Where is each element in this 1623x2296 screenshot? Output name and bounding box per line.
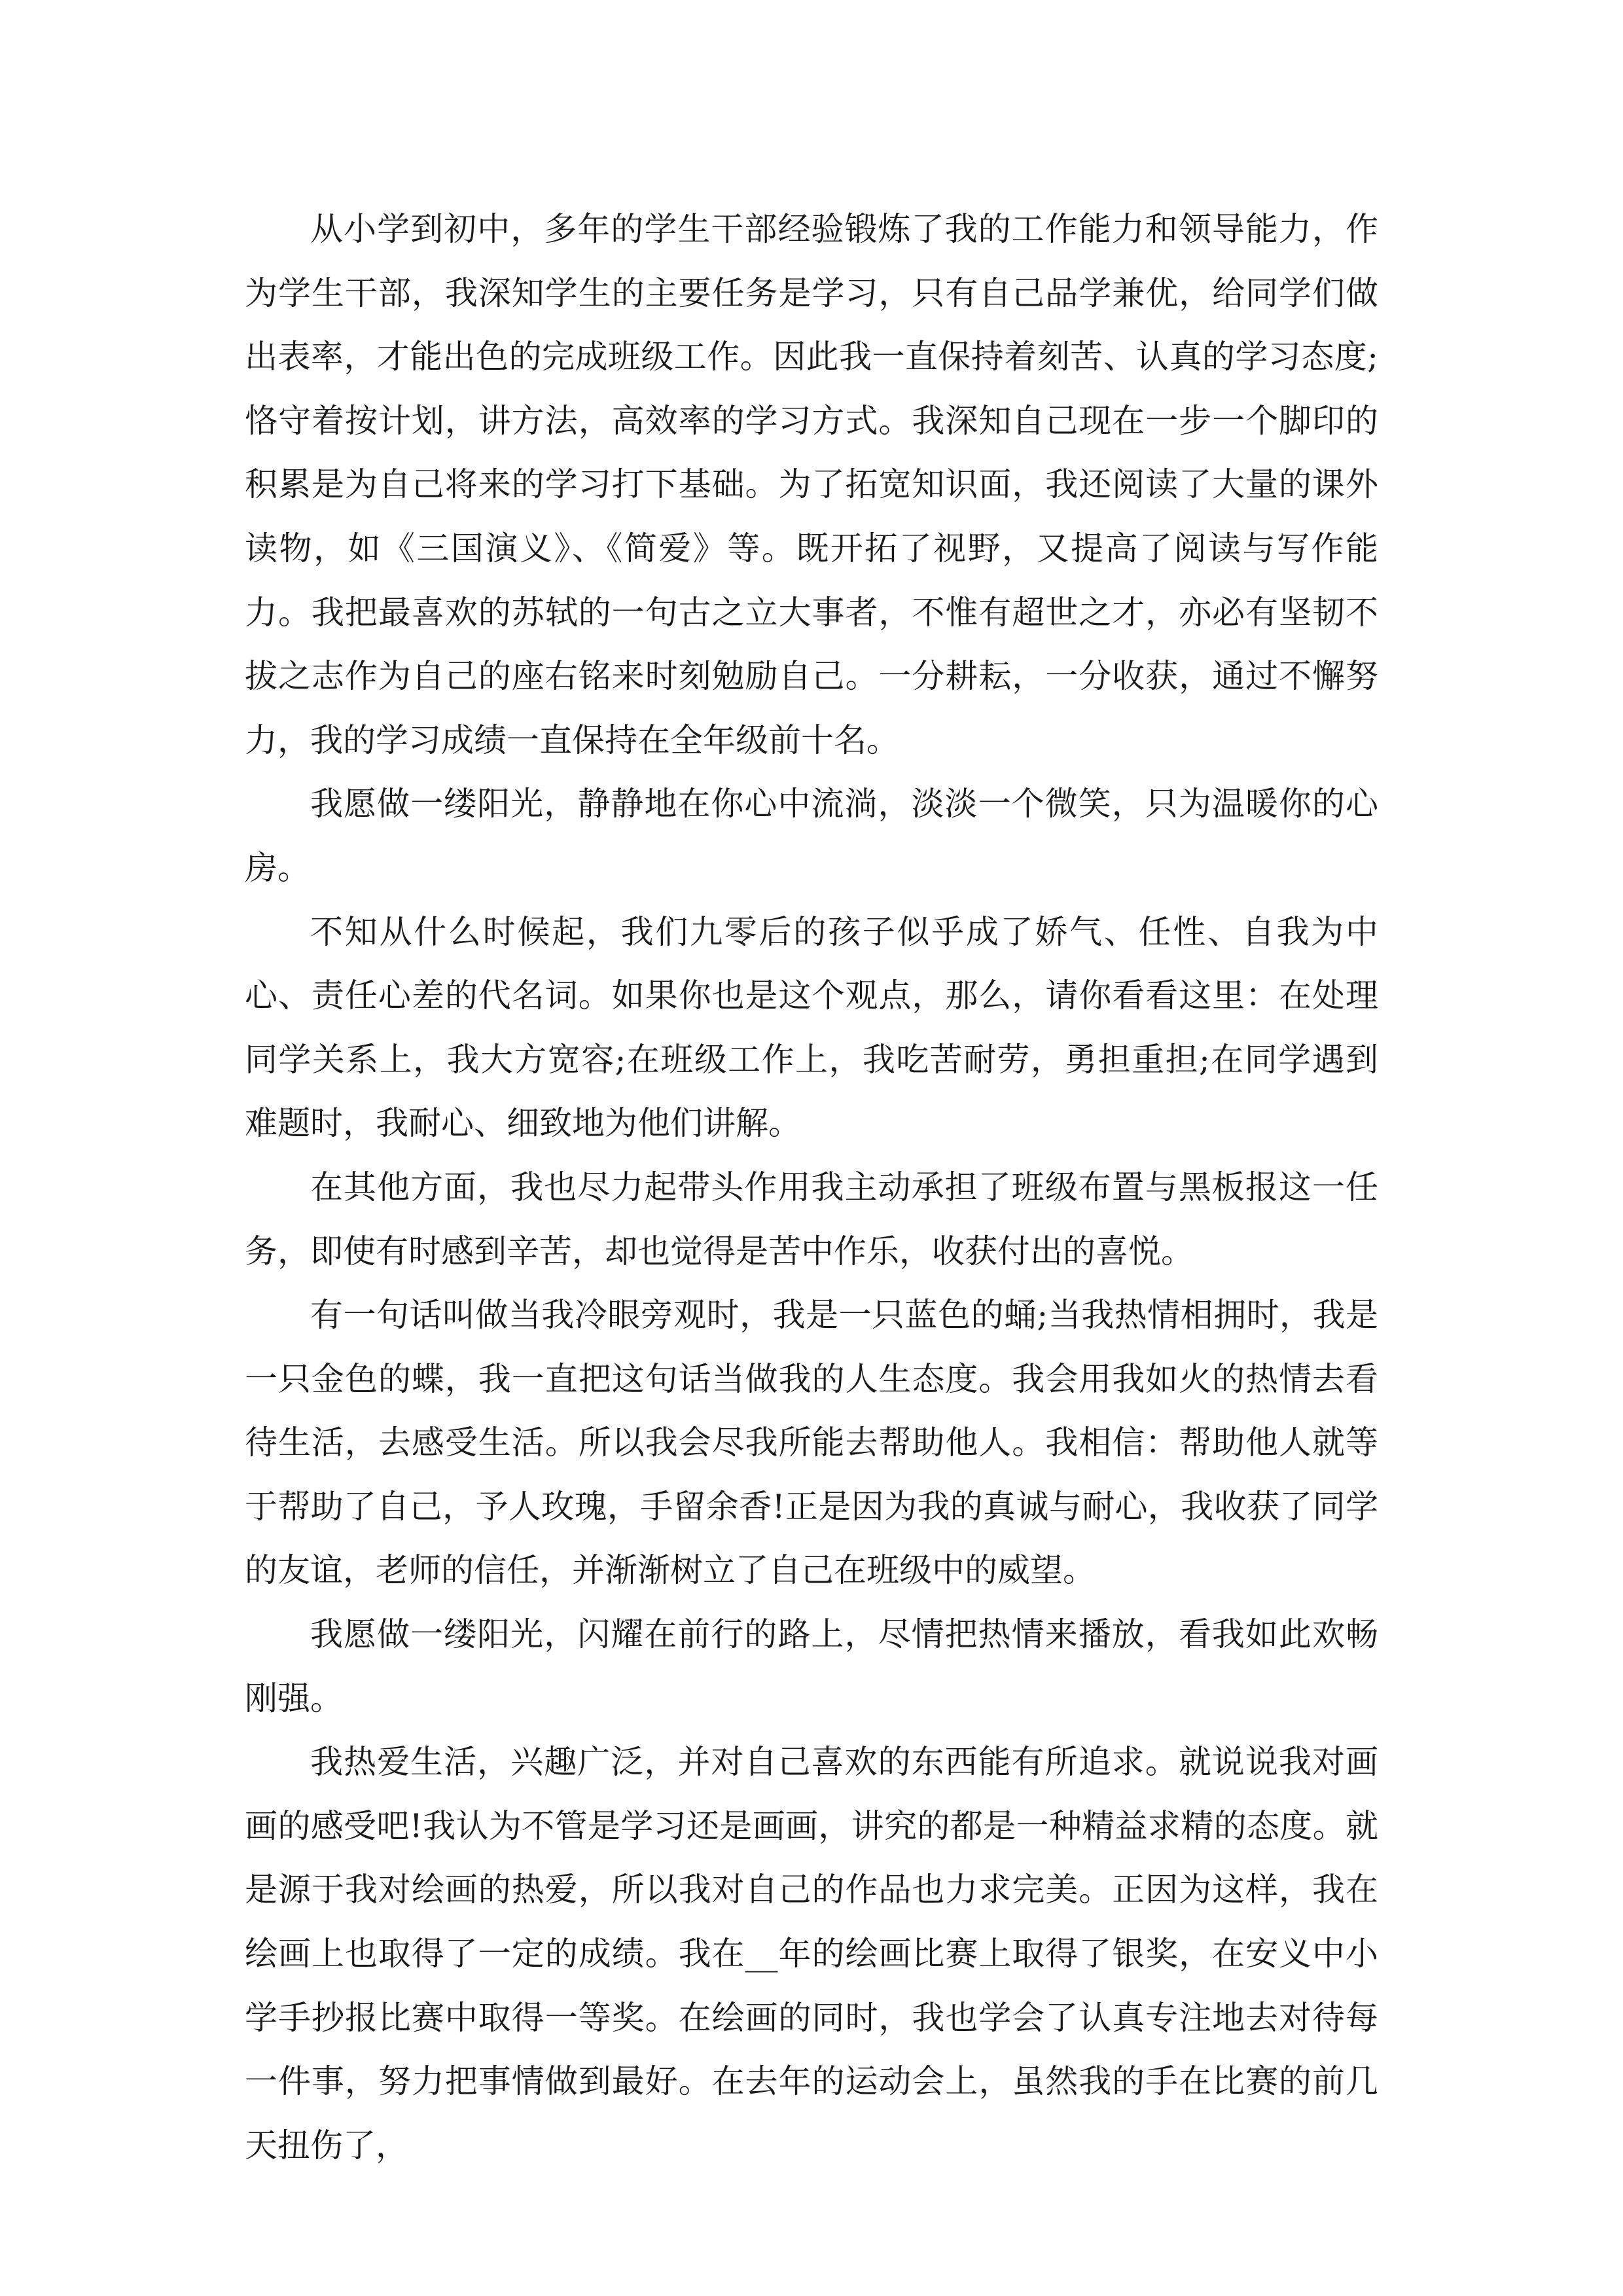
paragraph: 我热爱生活，兴趣广泛，并对自己喜欢的东西能有所追求。就说说我对画画的感受吧!我认为不管是学习还是画画，讲究的都是一种精益求精的态度。就是源于我对绘画的热爱，所以我对自己的作品也力求完美。正因为这样，我在绘画上也取得了一定的成绩。我在__年的绘画比赛上取得了银奖，在安义中小学手抄报比赛中取得一等奖。在绘画的同时，我也学会了认真专注地去对待每一件事，努力把事情做到最好。在去年的运动会上，虽然我的手在比赛的前几天扭伤了， xyxy=(245,1743,1378,2164)
paragraph: 从小学到初中，多年的学生干部经验锻炼了我的工作能力和领导能力，作为学生干部，我深知学生的主要任务是学习，只有自己品学兼优，给同学们做出表率，才能出色的完成班级工作。因此我一直保持着刻苦、认真的学习态度;恪守着按计划，讲方法，高效率的学习方式。我深知自己现在一步一个脚印的积累是为自己将来的学习打下基础。为了拓宽知识面，我还阅读了大量的课外读物，如《三国演义》、《简爱》等。既开拓了视野，又提高了阅读与写作能力。我把最喜欢的苏轼的一句古之立大事者，不惟有超世之才，亦必有坚韧不拔之志作为自己的座右铭来时刻勉励自己。一分耕耘，一分收获，通过不懈努力，我的学习成绩一直保持在全年级前十名。 xyxy=(245,210,1378,759)
paragraph: 不知从什么时候起，我们九零后的孩子似乎成了娇气、任性、自我为中心、责任心差的代名词。如果你也是这个观点，那么，请你看看这里：在处理同学关系上，我大方宽容;在班级工作上，我吃苦耐劳，勇担重担;在同学遇到难题时，我耐心、细致地为他们讲解。 xyxy=(245,912,1378,1143)
paragraph: 我愿做一缕阳光，静静地在你心中流淌，淡淡一个微笑，只为温暖你的心房。 xyxy=(245,785,1378,887)
paragraph: 有一句话叫做当我冷眼旁观时，我是一只蓝色的蛹;当我热情相拥时，我是一只金色的蝶，我一直把这句话当做我的人生态度。我会用我如火的热情去看待生活，去感受生活。所以我会尽我所能去帮助他人。我相信：帮助他人就等于帮助了自己，予人玫瑰，手留余香!正是因为我的真诚与耐心，我收获了同学的友谊，老师的信任，并渐渐树立了自己在班级中的威望。 xyxy=(245,1296,1378,1590)
document-body xyxy=(245,198,1378,2178)
paragraph: 我愿做一缕阳光，闪耀在前行的路上，尽情把热情来播放，看我如此欢畅刚强。 xyxy=(245,1615,1378,1717)
paragraph: 在其他方面，我也尽力起带头作用我主动承担了班级布置与黑板报这一任务，即使有时感到辛苦，却也觉得是苦中作乐，收获付出的喜悦。 xyxy=(245,1168,1378,1270)
